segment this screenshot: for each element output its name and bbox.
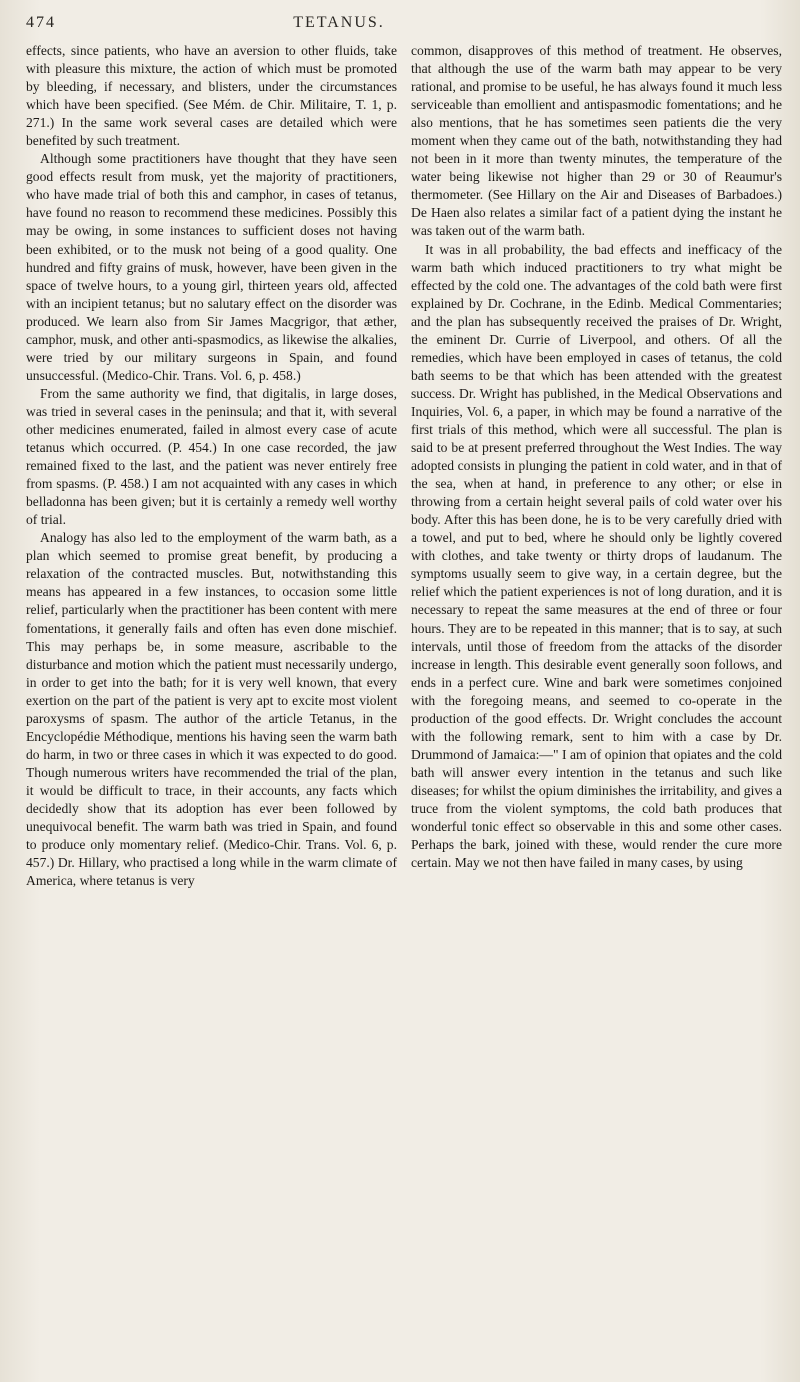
right-column xyxy=(411,42,782,890)
left-column xyxy=(26,42,397,890)
page-number: 474 xyxy=(26,14,56,31)
text-columns xyxy=(26,42,782,890)
page-header xyxy=(26,14,782,40)
paragraph: effects, since patients, who have an aversion to other fluids, take with pleasure this mixture, the action of which must be promoted by bleeding, if necessary, and blisters, under the circumstances which have been specified. (See Mém. de Chir. Militaire, T. 1, p. 271.) In the same work several cases are detailed which were benefited by such treatment. xyxy=(26,43,397,149)
running-title: TETANUS. xyxy=(293,14,385,31)
paragraph: Although some practitioners have thought that they have seen good effects result from musk, yet the majority of practitioners, who have made trial of both this and camphor, in cases of tetanus, have found no reason to recommend these medicines. Possibly this may be owing, in some instances to sufficient doses not having been exhibited, or to the musk not being of a good quality. One hundred and fifty grains of musk, however, have been given in the space of twelve hours, to a young girl, thirteen years old, affected with an incipient tetanus; but no salutary effect on the disorder was produced. We learn also from Sir James Macgrigor, that æther, camphor, musk, and other anti-spasmodics, as likewise the alkalies, were tried by our military surgeons in Spain, and found unsuccessful. (Medico-Chir. Trans. Vol. 6, p. 458.) xyxy=(26,151,397,383)
paragraph: common, disapproves of this method of treatment. He observes, that although the use of the warm bath may appear to be very rational, and promise to be useful, he has always found it much less serviceable than emollient and antispasmodic fomentations; and he also mentions, that he has sometimes seen patients die the very moment when they came out of the bath, notwithstanding they had not been in it more than twenty minutes, the temperature of the water being likewise not higher than 29 or 30 of Reaumur's thermometer. (See Hillary on the Air and Diseases of Barbadoes.) De Haen also relates a similar fact of a patient dying the instant he was taken out of the warm bath. xyxy=(411,43,782,239)
paragraph: It was in all probability, the bad effects and inefficacy of the warm bath which induced practitioners to try what might be effected by the cold one. The advantages of the cold bath were first explained by Dr. Cochrane, in the Edinb. Medical Commentaries; and the plan has subsequently received the praises of Dr. Wright, the eminent Dr. Currie of Liverpool, and others. Of all the remedies, which have been employed in cases of tetanus, the cold bath seems to be that which has been attended with the greatest success. Dr. Wright has published, in the Medical Observations and Inquiries, Vol. 6, a paper, in which may be found a narrative of the first trials of this method, which were all successful. The plan is said to be at present preferred throughout the West Indies. The way adopted consists in plunging the patient in cold water, and in that of the sea, when at hand, in preference to any other; or else in throwing from a certain height several pails of cold water over his body. After this has been done, he is to be very carefully dried with a towel, and put to bed, where he should only be lightly covered with clothes, and take twenty or thirty drops of laudanum. The symptoms usually seem to give way, in a certain degree, but the relief which the patient experiences is not of long duration, and it is necessary to repeat the same measures at the end of three or four hours. They are to be repeated in this manner; that is to say, at such intervals, until those of freedom from the attacks of the disorder increase in length. This desirable event generally soon follows, and ends in a perfect cure. Wine and bark were sometimes conjoined with the foregoing means, and seemed to co-operate in the production of the good effects. Dr. Wright concludes the account with the following remark, sent to him with a case by Dr. Drummond of Jamaica:—" I am of opinion that opiates and the cold bath will answer every intention in the tetanus and such like diseases; for whilst the opium diminishes the irritability, and gives a truce from the violent symptoms, the cold bath produces that wonderful tonic effect so observable in this and some other cases. Perhaps the bark, joined with these, would render the cure more certain. May we not then have failed in many cases, by using xyxy=(411,241,782,871)
paragraph: Analogy has also led to the employment of the warm bath, as a plan which seemed to promise great benefit, by producing a relaxation of the contracted muscles. But, notwithstanding this means has appeared in a few instances, to occasion some little relief, particularly when the practitioner has been content with mere fomentations, it generally fails and often has even done mischief. This may perhaps be, in some measure, ascribable to the disturbance and motion which the patient must necessarily undergo, in order to get into the bath; for it is very well known, that every exertion on the part of the patient is very apt to excite most violent paroxysms of spasm. The author of the article Tetanus, in the Encyclopédie Méthodique, mentions his having seen the warm bath do harm, in two or three cases in which it was expected to do good. Though numerous writers have recommended the trial of the plan, it would be difficult to trace, in their accounts, any facts which decidedly show that its adoption has ever been followed by unequivocal benefit. The warm bath was tried in Spain, and found to produce only momentary relief. (Medico-Chir. Trans. Vol. 6, p. 457.) Dr. Hillary, who practised a long while in the warm climate of America, where tetanus is very xyxy=(26,530,397,889)
paragraph: From the same authority we find, that digitalis, in large doses, was tried in several cases in the peninsula; and that it, with several other medicines enumerated, failed in almost every case of acute tetanus which occurred. (P. 454.) In one case recorded, the jaw remained fixed to the last, and the patient was never entirely free from spasms. (P. 458.) I am not acquainted with any cases in which belladonna has been given; but it is certainly a remedy well worthy of trial. xyxy=(26,385,397,528)
